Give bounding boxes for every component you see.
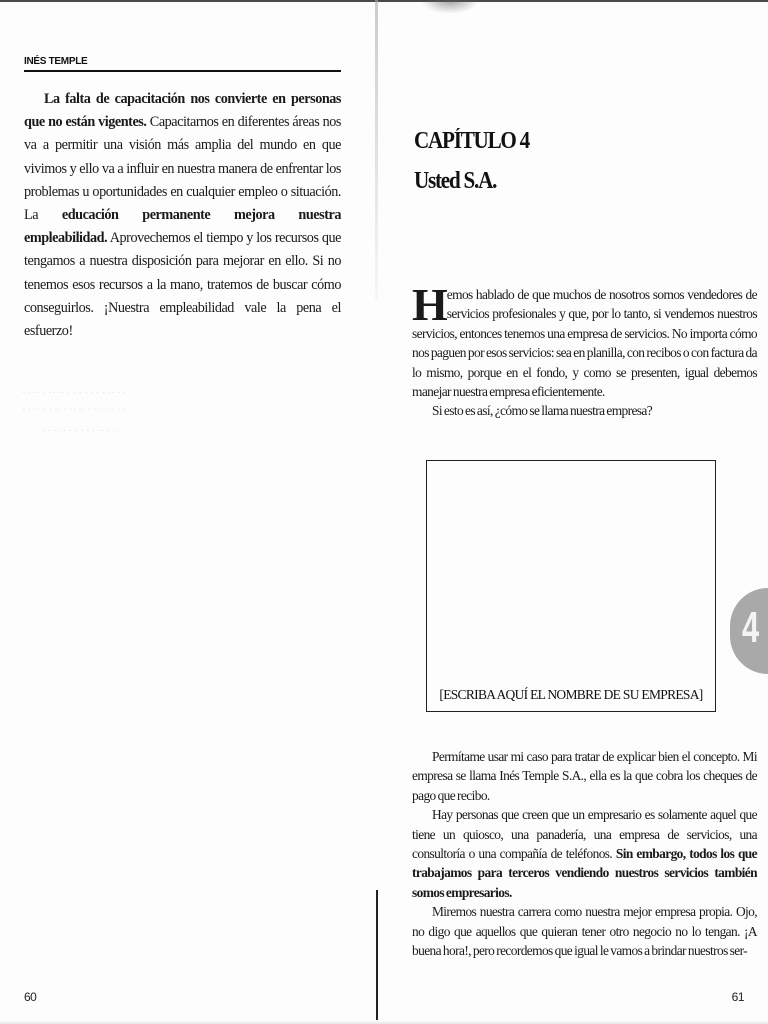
chapter-title: Usted S.A. <box>414 168 497 194</box>
chapter-number: CAPÍTULO 4 <box>414 128 530 154</box>
bold-statement: Sin embargo, todos los que trabajamos para terceros vendiendo nuestros servicios también somos empresarios. <box>412 846 757 900</box>
paragraph: Hemos hablado de que muchos de nosotros somos vendedores de servicios profesionales y que, por lo tanto, si vendemos nuestros servicios, entonces tenemos una empresa de servicios. No importa cómo nos paguen por esos servicios: sea en planilla, con recibos o con factura da lo mismo, porque en el fondo, y como se presenten, igual debemos manejar nuestra empresa eficientemente. <box>412 279 757 400</box>
left-page <box>0 0 376 1024</box>
bold-statement: La falta de capacitación nos convierte en personas que no están vigentes. <box>24 91 341 131</box>
chapter-thumb-tab <box>730 588 768 674</box>
intro-text <box>412 279 757 421</box>
running-head: INÉS TEMPLE <box>24 56 88 67</box>
paragraph: La falta de capacitación nos convierte en personas que no están vigentes. Capacitarnos en diferentes áreas nos va a permitir una visión más amplia del mundo en que vivimos y ello va a influir en nuestra manera de enfrentar los problemas u oportunidades en cualquier empleo o situación. La educación permanente mejora nuestra empleabilidad. Aprovechemos el tiempo y los recursos que tengamos a nuestra disposición para mejorar en ello. Si no tenemos esos recursos a la mano, tratemos de buscar cómo conseguirlos. ¡Nuestra empleabilidad vale la pena el esfuerzo! <box>24 91 341 340</box>
paragraph: Hay personas que creen que un empresario es solamente aquel que tiene un quiosco, una panadería, una empresa de servicios, una consultoría o una compañía de teléfonos. Sin embargo, todos los que trabajamos para terceros vendiendo nuestros servicios también somos empresarios. <box>412 807 757 900</box>
left-body-text <box>24 88 341 343</box>
page-number: 61 <box>731 990 744 1004</box>
header-rule <box>24 70 341 72</box>
company-name-box[interactable] <box>426 460 716 712</box>
show-through-text: · · ·· · ·· ·· · · · · · · · ·· · · <box>22 388 127 399</box>
question: Si esto es así, ¿cómo se llama nuestra empresa? <box>432 403 653 419</box>
show-through-text: · · ·· · · ·· · ·· ·· · · · · · · · <box>22 405 127 416</box>
bold-statement: educación permanente mejora nuestra empleabilidad. <box>24 207 341 247</box>
paragraph: Miremos nuestra carrera como nuestra mejor empresa propia. Ojo, no digo que aquellos que quieran tener otro negocio no lo tengan. ¡A buena hora!, pero recordemos que igual le vamos a brindar nuestros ser- <box>412 904 757 959</box>
show-through-text: · · ·· · · · · · · ·· · · <box>42 426 117 437</box>
right-page <box>378 0 768 1024</box>
page-number: 60 <box>24 990 37 1004</box>
paragraph: Permítame usar mi caso para tratar de explicar bien el concepto. Mi empresa se llama Inés Temple S.A., ella es la que cobra los cheques de pago que recibo. <box>412 749 757 803</box>
name-box-label: [ESCRIBA AQUÍ EL NOMBRE DE SU EMPRESA] <box>439 687 703 702</box>
chapter-tab-number: 4 <box>742 603 760 652</box>
body-text <box>412 747 757 960</box>
drop-cap: H <box>412 279 446 330</box>
